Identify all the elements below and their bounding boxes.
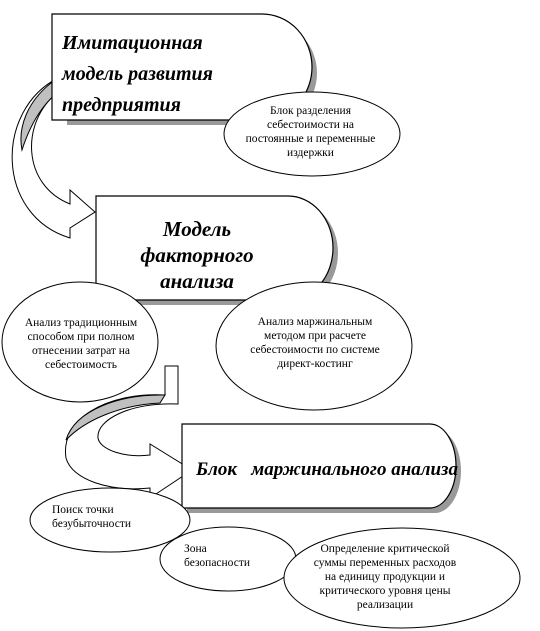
break-even-text: Поиск точки безубыточности — [52, 504, 132, 530]
simulation-model-title: Имитационная модель развития предприятия — [62, 31, 213, 116]
marginal-analysis-text: Анализ маржинальным методом при расчете себестоимости по системе директ-костинг — [250, 316, 380, 370]
factor-model-title: Модель факторного анализа — [140, 217, 254, 293]
safety-zone-text: Зона безопасности — [184, 543, 251, 569]
marginal-block-title: Блок маржинального анализа — [196, 459, 458, 480]
cost-separation-text: Блок разделения себестоимости на постоянные и переменные издержки — [245, 105, 376, 159]
traditional-analysis-text: Анализ традиционным способом при полном отнесении затрат на себестоимость — [24, 317, 138, 371]
critical-values-text: Определение критической суммы переменных расходов на единицу продукции и критического уровня цены реализации — [313, 543, 457, 611]
